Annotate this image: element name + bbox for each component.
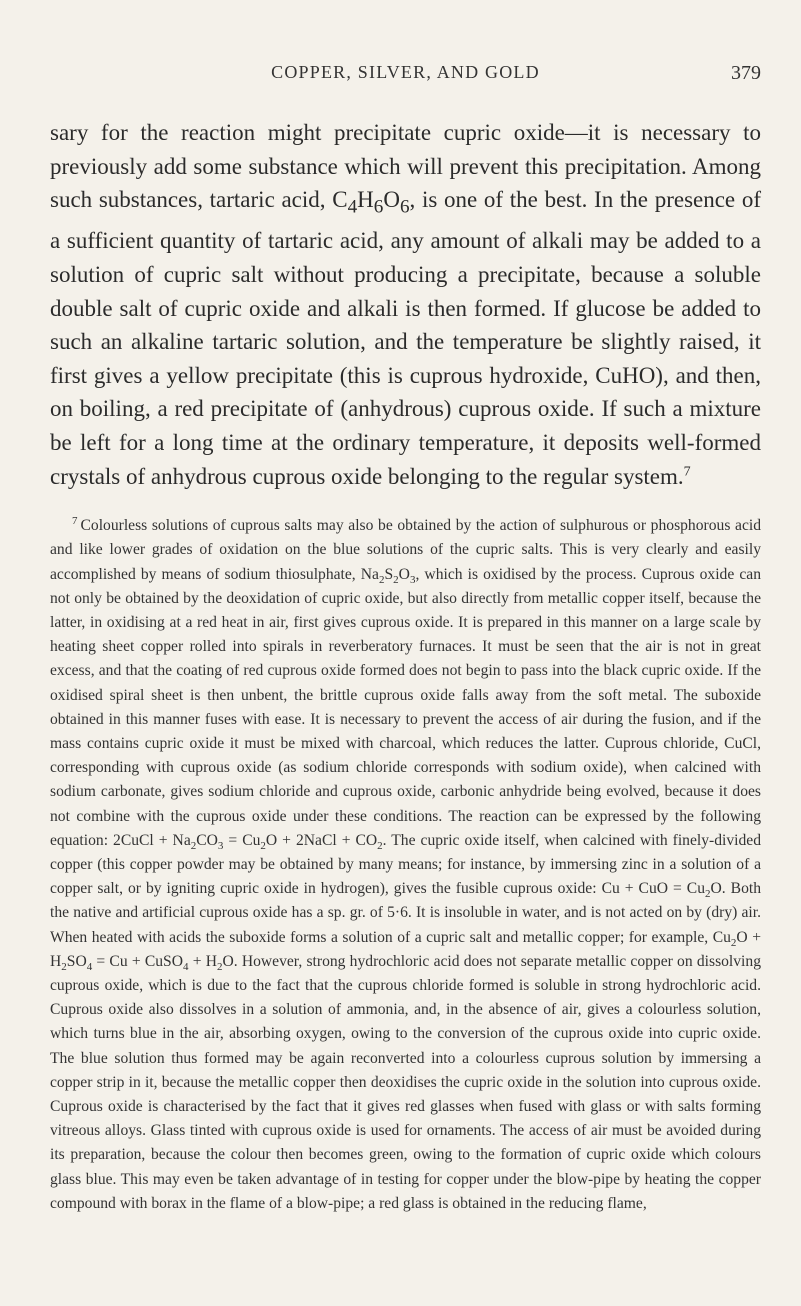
footnote-text-a: Colourless solutions of cuprous salts may also be obtained by the action of sulphurous or phosphorous acid and like lower grades of oxidation on the blue solutions of the cupric salts. This is very clearly and easily accomplished by means of sodium thiosulphate, [50, 517, 761, 583]
equation-cuprous-oxide: Cu + CuO = $Cu_2O$ [601, 880, 722, 901]
equation-cuprous-chloride: 2CuCl + $Na_2CO_3 = Cu_2O$ + 2NaCl + $CO_2$ [113, 831, 383, 852]
page-number: 379 [731, 62, 761, 84]
main-text-part-1: sary for the reaction might precipitate cupric oxide—it is necessary to previously add some substance which will prevent this precipitation. Among such substances, tartaric acid, [50, 120, 761, 213]
thiosulphate-formula: $Na_2S_2O_3$ [360, 565, 416, 586]
footnote [50, 514, 761, 1216]
footnote-reference: 7 [683, 463, 691, 479]
running-head-title: COPPER, SILVER, AND GOLD [271, 62, 540, 82]
footnote-text-c: . The cupric oxide itself, when calcined with finely-divided copper (this copper powder may be obtained by many means; for instance, by immersing zinc in a solution of a copper salt, or by igniting cupric oxide in hydrogen), gives the fusible cuprous oxide: [50, 831, 761, 898]
footnote-text-e: . However, strong hydrochloric acid does not separate metallic copper on dissolving cuprous oxide, which is due to the fact that the cuprous chloride formed is soluble in strong hydrochloric acid. Cuprous oxide also dissolves in a solution of ammonia, and, in the absence of air, gives a colourless solution, which turns blue in the air, absorbing oxygen, owing to the conversion of the cuprous oxide into cupric oxide. The blue solution thus formed may be again reconverted into a colourless cuprous solution by immersing a copper strip in it, because the metallic copper then deoxidises the cupric oxide in the solution into cuprous oxide. Cuprous oxide is characterised by the fact that it gives red glasses when fused with glass or with salts forming vitreous alloys. Glass tinted with cuprous oxide is used for ornaments. The access of air must be avoided during its preparation, because the colour then becomes green, owing to the formation of cupric oxide which colours glass blue. This may even be taken advantage of in testing for copper under the blow-pipe by heating the copper compound with borax in the flame of a blow-pipe; a red glass is obtained in the reducing flame, [50, 952, 761, 1212]
footnote-text-b: , which is oxidised by the process. Cuprous oxide can not only be obtained by the deoxidation of cupric oxide, but also directly from metallic copper itself, because the latter, in oxidising at a red heat in air, first gives cuprous oxide. It is prepared in this manner on a large scale by heating sheet copper rolled into spirals in reverberatory furnaces. It must be seen that the air is not in great excess, and that the coating of red cuprous oxide formed does not begin to pass into the black cupric oxide. If the oxidised spiral sheet is then unbent, the brittle cuprous oxide falls away from the soft metal. The suboxide obtained in this manner fuses with ease. It is necessary to prevent the access of air during the fusion, and if the mass contains cupric oxide it must be mixed with charcoal, which reduces the latter. Cuprous chloride, CuCl, corresponding with cuprous oxide (as sodium chloride corresponds with sodium oxide), when calcined with sodium carbonate, gives sodium chloride and cuprous oxide, carbonic anhydride being evolved, because it does not combine with the cuprous oxide under these conditions. The reaction can be expressed by the following equation: [50, 565, 762, 849]
equation-sulphuric: $Cu_2O + H_2SO_4 = Cu$ + CuSO$_4$ + $H_2O$ [50, 928, 761, 973]
main-text-part-2: , is one of the best. In the presence of a sufficient quantity of tartaric acid, any amount of alkali may be added to a solution of cupric salt without producing a precipitate, because a soluble double salt of cupric oxide and alkali is then formed. If glucose be added to such an alkaline tartaric solution, and the temperature be slightly raised, it first gives a yellow precipitate (this is cuprous hydroxide, CuHO), and then, on boiling, a red precipitate of (anhydrous) cuprous oxide. If such a mixture be left for a long time at the ordinary temperature, it deposits well-formed crystals of anhydrous cuprous oxide belonging to the regular system. [50, 187, 761, 489]
running-head [50, 62, 761, 92]
main-paragraph [50, 116, 761, 493]
footnote-mark: 7 [72, 514, 78, 527]
footnote-text-d: . Both the native and artificial cuprous oxide has a sp. gr. of 5·6. It is insoluble in water, and is not acted on by (dry) air. When heated with acids the suboxide forms a solution of a cupric salt and metallic copper; for example, [50, 880, 762, 946]
tartaric-acid-formula: $C_4H_6O_6$ [332, 187, 410, 218]
